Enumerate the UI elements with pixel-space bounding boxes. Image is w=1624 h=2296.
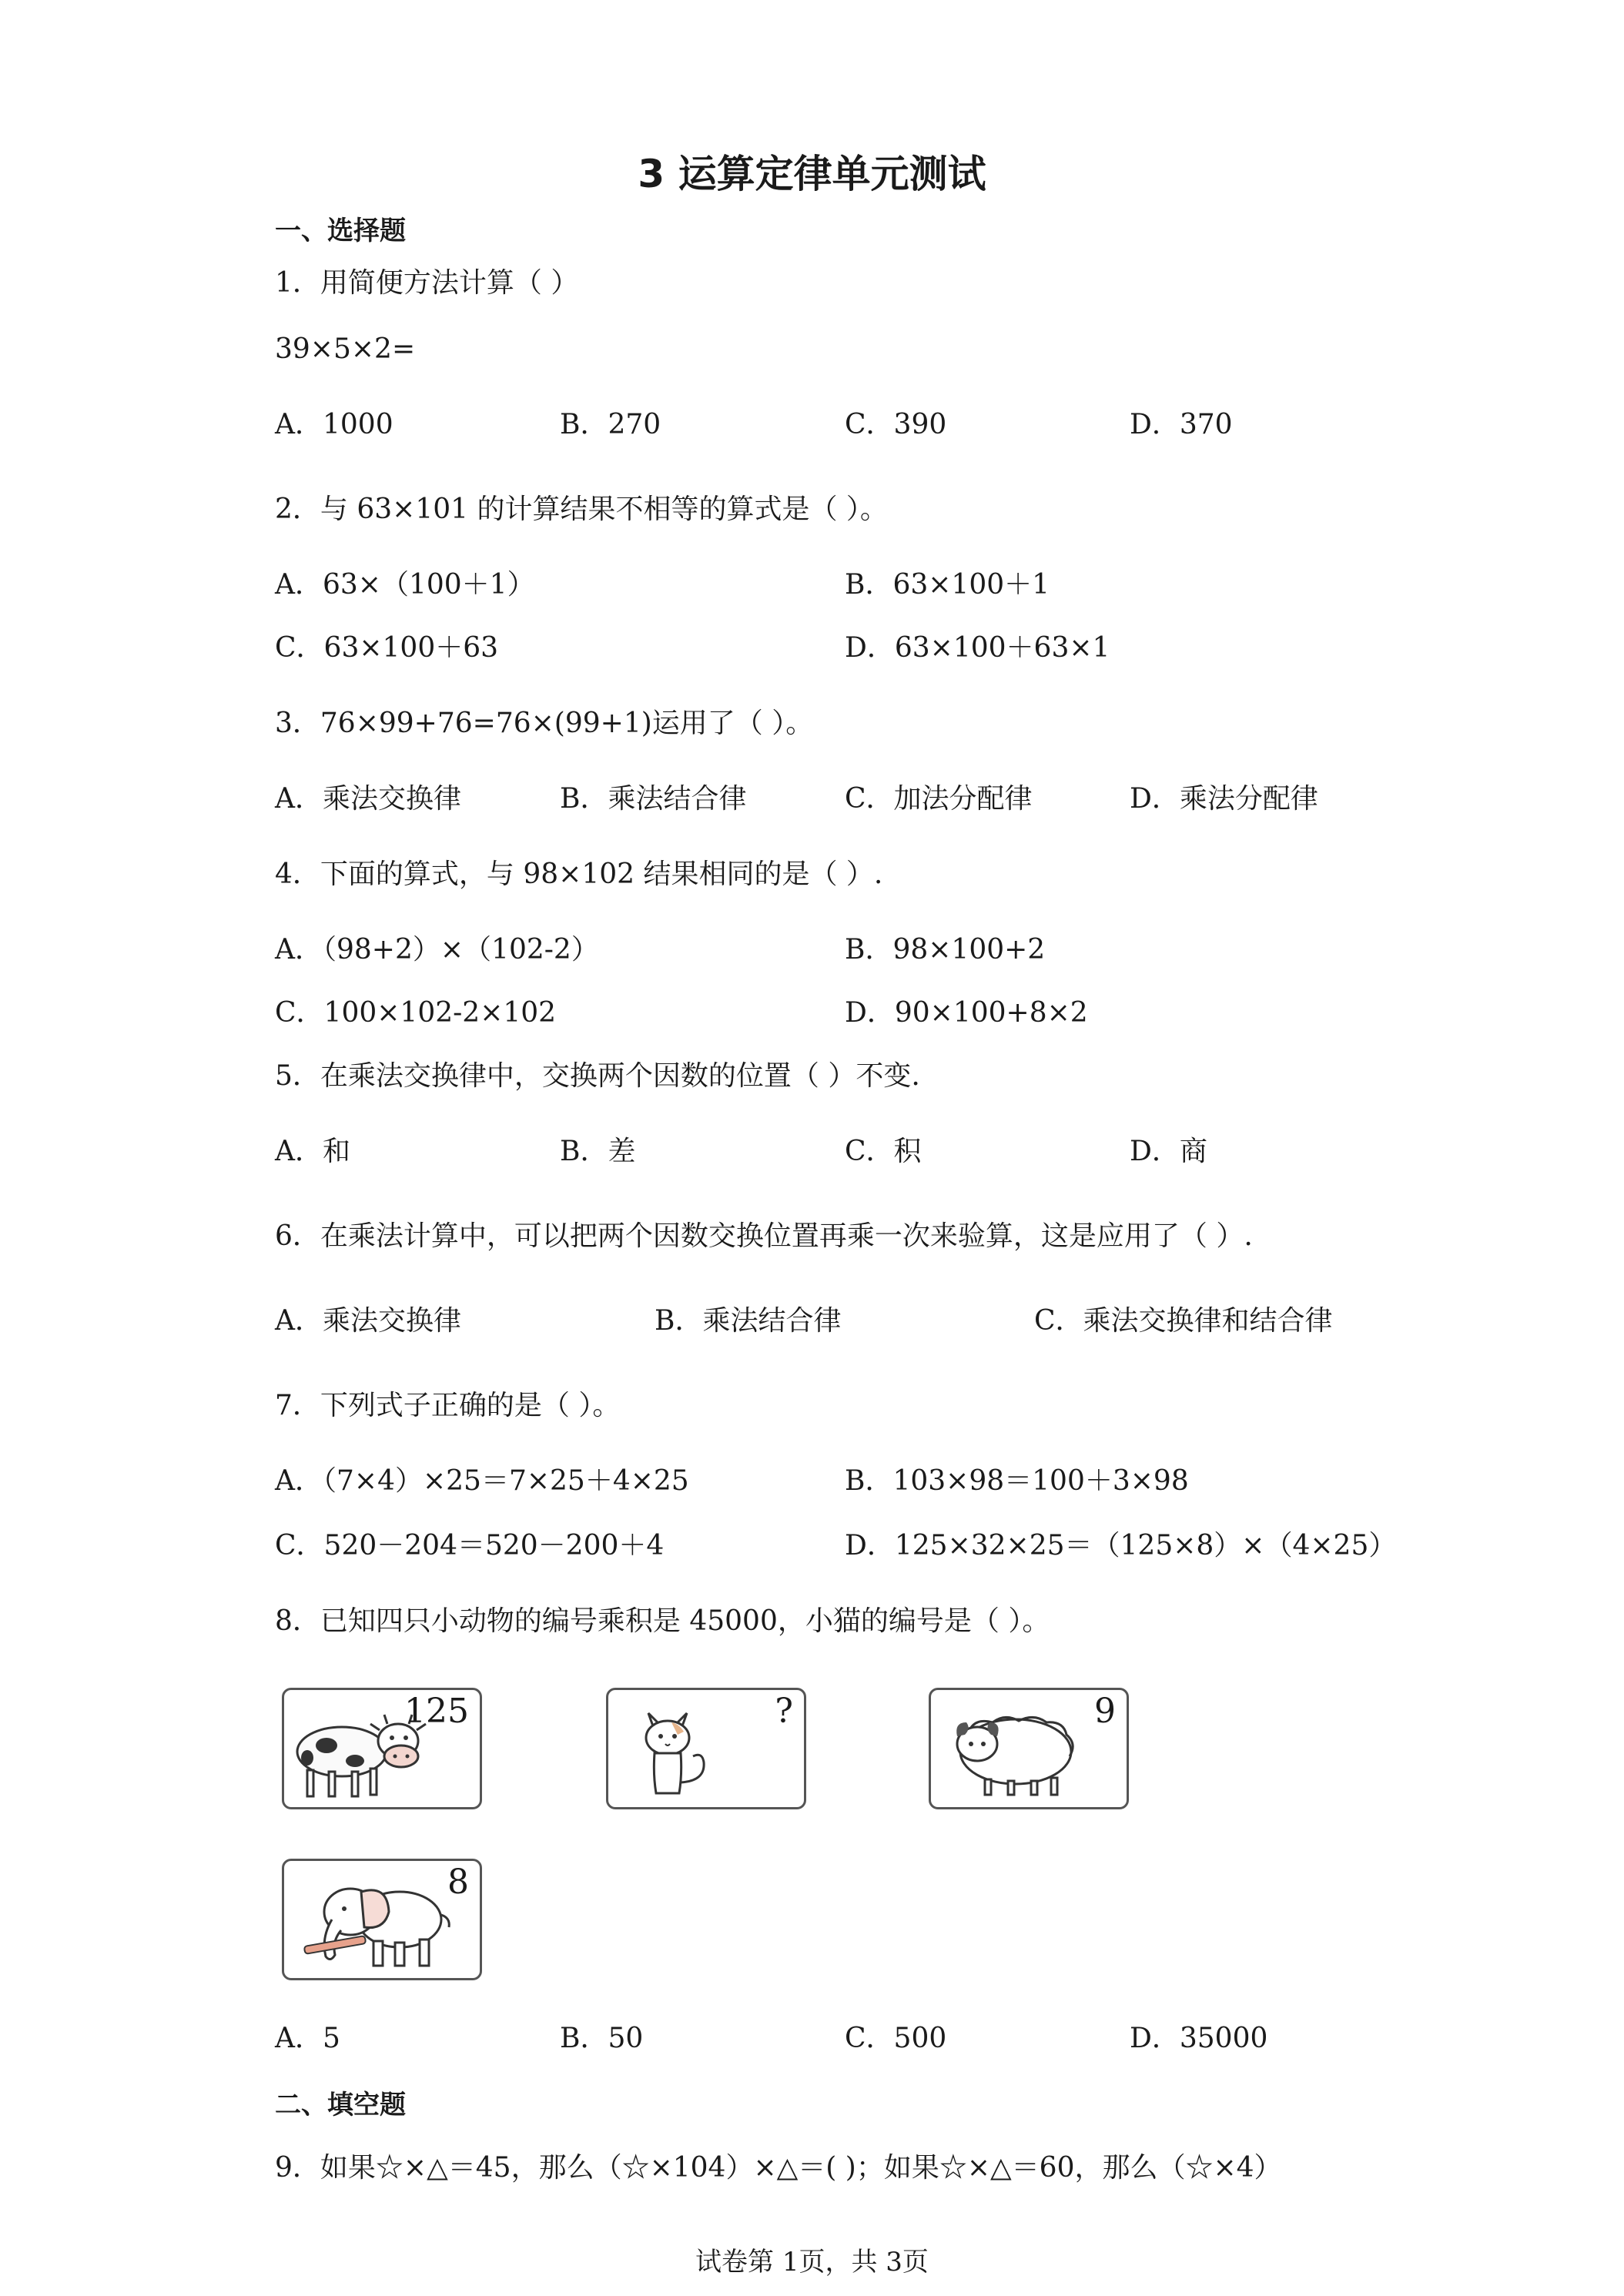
question-8-option-a: A．5: [275, 2023, 340, 2054]
question-6-stem: 6．在乘法计算中，可以把两个因数交换位置再乘一次来验算，这是应用了（ ）.: [275, 1220, 1253, 1252]
question-7-stem: 7．下列式子正确的是（ ）。: [275, 1390, 621, 1421]
question-1-option-b: B．270: [560, 409, 661, 440]
question-4-option-c: C．100×102-2×102: [275, 997, 557, 1029]
cow-card: [282, 1688, 482, 1809]
question-6-option-c: C．乘法交换律和结合律: [1034, 1305, 1333, 1337]
question-3-option-d: D．乘法分配律: [1130, 783, 1318, 815]
question-3-stem: 3．76×99+76=76×(99+1)运用了（ ）。: [275, 708, 814, 739]
question-2-option-a: A．63×（100＋1）: [275, 569, 535, 601]
question-5-option-b: B．差: [560, 1136, 636, 1167]
question-6-option-b: B．乘法结合律: [655, 1305, 842, 1337]
question-3-option-a: A．乘法交换律: [275, 783, 461, 815]
question-4-stem: 4．下面的算式，与 98×102 结果相同的是（ ）.: [275, 858, 883, 890]
question-1-option-a: A．1000: [275, 409, 393, 440]
question-2-option-d: D．63×100＋63×1: [845, 632, 1110, 664]
cat-number: ?: [775, 1692, 793, 1731]
question-3-option-b: B．乘法结合律: [560, 783, 747, 815]
question-8-option-c: C．500: [845, 2023, 947, 2054]
page-title: 3 运算定律单元测试: [638, 152, 986, 196]
question-1-option-c: C．390: [845, 409, 947, 440]
question-8-stem: 8．已知四只小动物的编号乘积是 45000，小猫的编号是（ ）。: [275, 1605, 1050, 1637]
sheep-card: [929, 1688, 1129, 1809]
question-3-option-c: C．加法分配律: [845, 783, 1033, 815]
sheep-number: 9: [1094, 1692, 1116, 1731]
question-5-option-d: D．商: [1130, 1136, 1207, 1167]
question-5-option-a: A．和: [275, 1136, 350, 1167]
question-8-option-d: D．35000: [1130, 2023, 1268, 2054]
question-7-option-a: A．（7×4）×25＝7×25＋4×25: [275, 1465, 689, 1497]
question-7-option-c: C．520－204＝520－200＋4: [275, 1530, 665, 1561]
elephant-number: 8: [447, 1863, 469, 1902]
question-7-option-d: D．125×32×25＝（125×8）×（4×25）: [845, 1530, 1397, 1561]
question-6-option-a: A．乘法交换律: [275, 1305, 461, 1337]
question-2-stem: 2．与 63×101 的计算结果不相等的算式是（ ）。: [275, 494, 888, 525]
cow-number: 125: [404, 1692, 469, 1731]
question-1-option-d: D．370: [1130, 409, 1233, 440]
question-2-option-c: C．63×100＋63: [275, 632, 499, 664]
question-9-stem: 9．如果☆×△＝45，那么（☆×104）×△＝( )；如果☆×△＝60，那么（☆×4）: [275, 2152, 1282, 2184]
question-8-option-b: B．50: [560, 2023, 644, 2054]
section-heading-choice: 一、选择题: [275, 216, 406, 246]
question-5-stem: 5．在乘法交换律中，交换两个因数的位置（ ）不变.: [275, 1060, 920, 1092]
section-heading-fill: 二、填空题: [275, 2090, 406, 2120]
question-2-option-b: B．63×100＋1: [845, 569, 1050, 601]
cat-card: [606, 1688, 806, 1809]
elephant-card: [282, 1859, 482, 1980]
question-5-option-c: C．积: [845, 1136, 922, 1167]
question-1-expression: 39×5×2=: [275, 333, 416, 365]
question-7-option-b: B．103×98＝100＋3×98: [845, 1465, 1189, 1497]
question-4-option-d: D．90×100+8×2: [845, 997, 1088, 1029]
question-1-stem: 1．用简便方法计算（ ）: [275, 267, 579, 299]
question-4-option-b: B．98×100+2: [845, 934, 1046, 966]
page-footer: 试卷第 1页，共 3页: [695, 2247, 929, 2278]
question-4-option-a: A．（98+2）×（102-2）: [275, 934, 599, 966]
